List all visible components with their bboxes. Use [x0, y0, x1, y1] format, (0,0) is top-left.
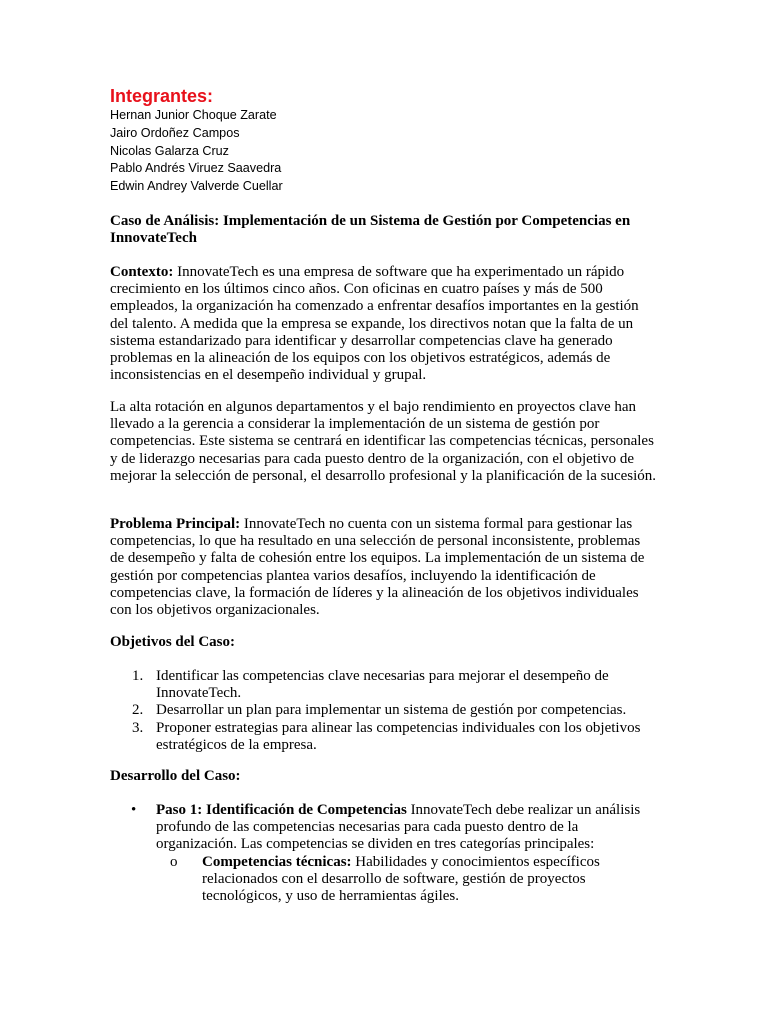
competency-label: Competencias técnicas: — [202, 853, 352, 870]
case-title: Caso de Análisis: Implementación de un Sistema de Gestión por Competencias en InnovateTech — [110, 213, 631, 247]
member-name: Edwin Andrey Valverde Cuellar — [110, 179, 283, 194]
problem-paragraph — [110, 516, 658, 619]
bullet-icon: • — [131, 802, 137, 818]
development-heading: Desarrollo del Caso: — [110, 768, 241, 784]
development-list — [110, 802, 658, 905]
members-heading: Integrantes: — [110, 86, 214, 106]
context-paragraph — [110, 264, 658, 384]
competency-item — [156, 854, 658, 906]
context-label: Contexto: — [110, 264, 174, 280]
step-label: Paso 1: Identificación de Competencias — [156, 802, 407, 818]
problem-text: InnovateTech no cuenta con un sistema formal para gestionar las competencias, lo que ha resultado en una selección de personal inconsistente, problemas de desempeño y falta de cohesión entre los equipos. La implementación de un sistema de gestión por competencias plantea varios desafíos, incluyendo la identificación de competencias clave, la formación de líderes y la alineación de los objetivos individuales con los objetivos organizacionales. — [110, 516, 645, 619]
objective-text: Proponer estrategias para alinear las competencias individuales con los objetivos estratégicos de la empresa. — [156, 719, 641, 753]
competency-sublist — [156, 854, 658, 906]
objective-number: 1. — [132, 668, 144, 684]
problem-label: Problema Principal: — [110, 516, 241, 532]
objective-item — [110, 668, 658, 702]
step-item — [110, 802, 658, 905]
objectives-heading: Objetivos del Caso: — [110, 634, 235, 650]
member-name: Nicolas Galarza Cruz — [110, 143, 229, 158]
competency-text: Habilidades y conocimientos específicos relacionados con el desarrollo de software, gestión de proyectos tecnológicos, y uso de herramientas ágiles. — [202, 853, 600, 905]
rotation-paragraph: La alta rotación en algunos departamentos y el bajo rendimiento en proyectos clave han llevado a la gerencia a considerar la implementación de un sistema de gestión por competencias. Este sistema se centrará en identificar las competencias técnicas, personales y de liderazgo necesarias para cada puesto dentro de la organización, con el objetivo de mejorar la selección de personal, el desarrollo profesional y la planificación de la sucesión. — [110, 399, 657, 484]
context-text: InnovateTech es una empresa de software que ha experimentado un rápido crecimiento en los últimos cinco años. Con oficinas en cuatro países y más de 500 empleados, la organización ha comenzado a enfrentar desafíos importantes en la gestión del talento. A medida que la empresa se expande, los directivos notan que la falta de un sistema estandarizado para identificar y desarrollar competencias clave ha generado problemas en la alineación de los equipos con los objetivos estratégicos, además de inconsistencias en el desempeño individual y grupal. — [110, 264, 639, 384]
objective-text: Identificar las competencias clave necesarias para mejorar el desempeño de InnovateTech. — [156, 668, 609, 702]
objective-item — [110, 702, 658, 719]
member-name: Jairo Ordoñez Campos — [110, 125, 240, 140]
members-list — [110, 107, 283, 196]
member-name: Pablo Andrés Viruez Saavedra — [110, 161, 282, 176]
objective-number: 3. — [132, 719, 144, 736]
sub-bullet-icon: o — [170, 853, 178, 870]
objectives-list — [110, 668, 658, 754]
member-name: Hernan Junior Choque Zarate — [110, 108, 277, 122]
objective-number: 2. — [132, 702, 144, 719]
objective-item — [110, 720, 658, 754]
step-text: InnovateTech debe realizar un análisis profundo de las competencias necesarias para cada puesto dentro de la organización. Las competencias se dividen en tres categorías principales: — [156, 802, 641, 853]
objective-text: Desarrollar un plan para implementar un sistema de gestión por competencias. — [156, 702, 627, 719]
